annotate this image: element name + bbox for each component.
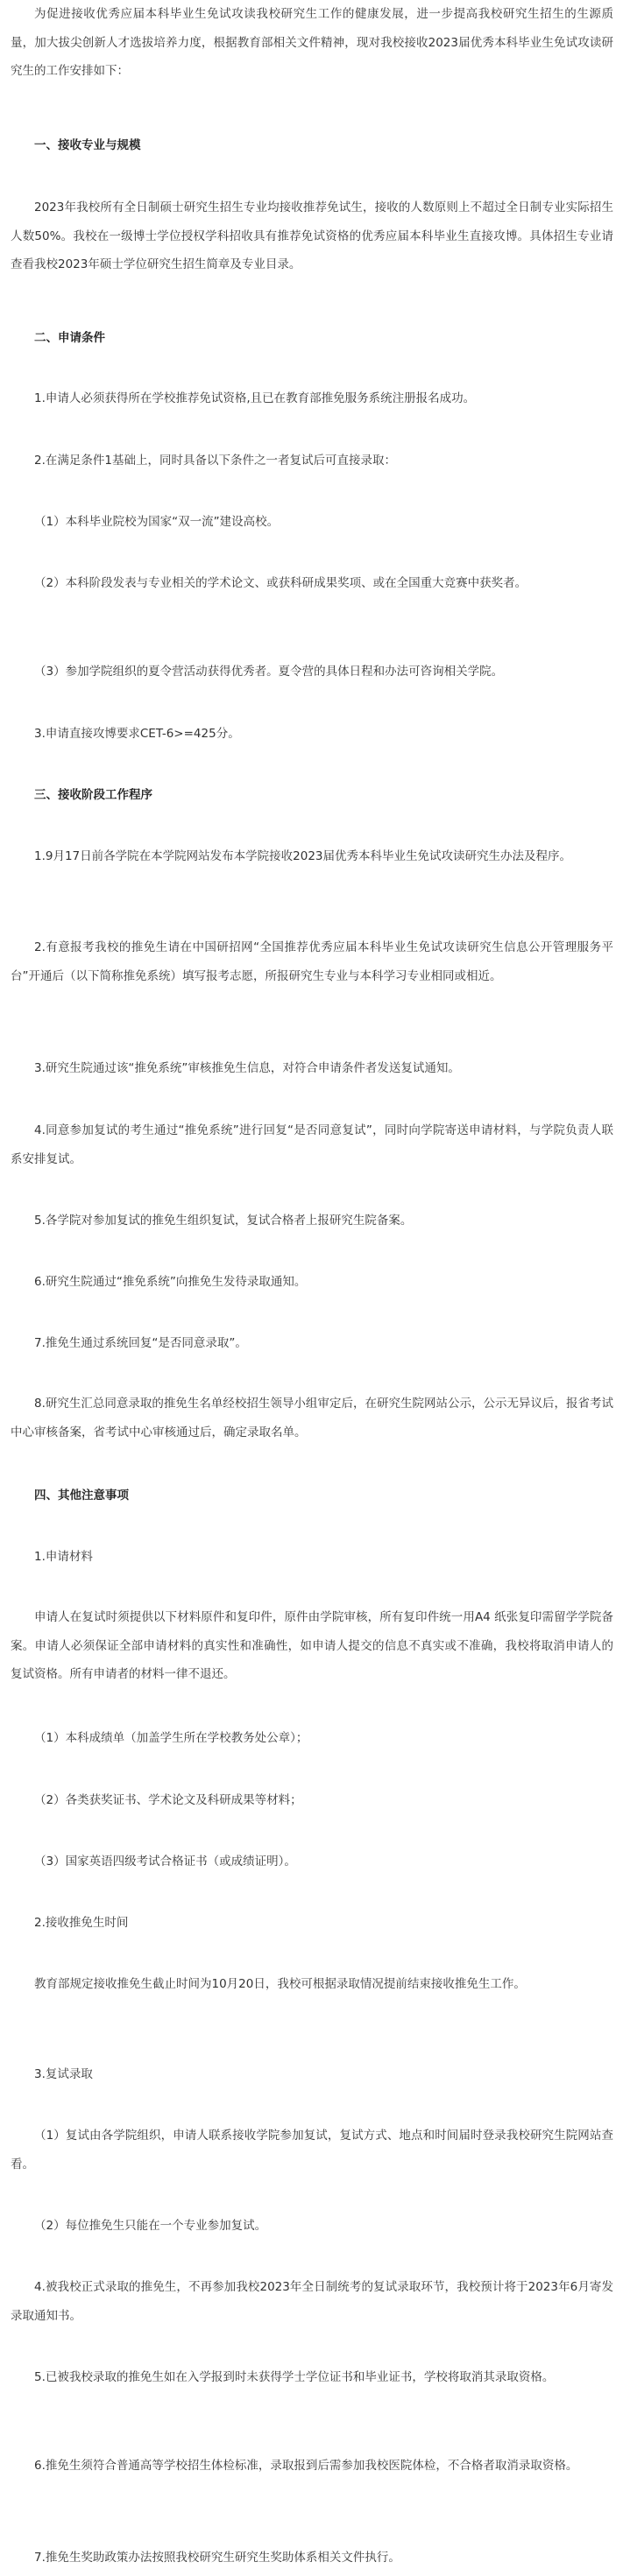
paragraph-note-5: 5.已被我校录取的推免生如在入学报到时未获得学士学位证书和毕业证书，学校将取消其录取资格。	[34, 2370, 555, 2384]
paragraph-note-6: 6.推免生须符合普通高等学校招生体检标准，录取报到后需参加我校医院体检，不合格者取消录取资格。	[34, 2459, 578, 2473]
paragraph-procedure-2: 2.有意报考我校的推免生请在中国研招网“全国推荐优秀应届本科毕业生免试攻读研究生信息公开管理服务平台”开通后（以下简称推免系统）填写报考志愿，所报研究生专业与本科学习专业相同或相近。	[11, 940, 613, 983]
paragraph-procedure-1: 1.9月17日前各学院在本学院网站发布本学院接收2023届优秀本科毕业生免试攻读研究生办法及程序。	[34, 849, 572, 863]
subheading-deadline: 2.接收推免生时间	[34, 1916, 129, 1930]
paragraph-material-2: （2）各类获奖证书、学术论文及科研成果等材料；	[34, 1793, 302, 1807]
paragraph-retest-1: （1）复试由各学院组织，申请人联系接收学院参加复试，复试方式、地点和时间届时登录我校研究生院网站查看。	[11, 2129, 613, 2171]
section-heading-requirements: 二、申请条件	[34, 331, 105, 345]
subheading-application-materials: 1.申请材料	[34, 1550, 93, 1564]
paragraph-requirement-2-3: （3）参加学院组织的夏令营活动获得优秀者。夏令营的具体日程和办法可咨询相关学院。	[34, 665, 504, 679]
section-heading-procedure: 三、接收阶段工作程序	[34, 788, 152, 802]
paragraph-requirement-2-1: （1）本科毕业院校为国家“双一流”建设高校。	[34, 515, 280, 529]
paragraph-material-3: （3）国家英语四级考试合格证书（或成绩证明）。	[34, 1855, 296, 1869]
paragraph-procedure-6: 6.研究生院通过“推免系统”向推免生发待录取通知。	[34, 1275, 307, 1289]
paragraph-material-1: （1）本科成绩单（加盖学生所在学校教务处公章）；	[34, 1731, 308, 1745]
paragraph-procedure-7: 7.推免生通过系统回复“是否同意录取”。	[34, 1336, 247, 1350]
paragraph-requirement-2: 2.在满足条件1基础上，同时具备以下条件之一者复试后可直接录取：	[34, 454, 396, 468]
paragraph-procedure-8: 8.研究生汇总同意录取的推免生名单经校招生领导小组审定后，在研究生院网站公示，公示无异议后，报省考试中心审核备案，省考试中心审核通过后，确定录取名单。	[11, 1397, 613, 1439]
paragraph-deadline: 教育部规定接收推免生截止时间为10月20日，我校可根据录取情况提前结束接收推免生工作。	[34, 1977, 526, 1991]
paragraph-requirement-2-2: （2）本科阶段发表与专业相关的学术论文、或获科研成果奖项、或在全国重大竞赛中获奖者。	[34, 576, 527, 590]
paragraph-enrollment-scale: 2023年我校所有全日制硕士研究生招生专业均接收推荐免试生，接收的人数原则上不超过全日制专业实际招生人数50%。我校在一级博士学位授权学科招收具有推荐免试资格的优秀应届本科毕业生直接攻博。具体招生专业请查看我校2023年硕士学位研究生招生简章及专业目录。	[11, 201, 613, 272]
paragraph-requirement-1: 1.申请人必须获得所在学校推荐免试资格,且已在教育部推免服务系统注册报名成功。	[34, 391, 476, 405]
paragraph-retest-2: （2）每位推免生只能在一个专业参加复试。	[34, 2219, 267, 2233]
paragraph-note-7: 7.推免生奖助政策办法按照我校研究生研究生奖助体系相关文件执行。	[34, 2551, 400, 2565]
paragraph-procedure-3: 3.研究生院通过该“推免系统”审核推免生信息，对符合申请条件者发送复试通知。	[34, 1061, 460, 1075]
paragraph-procedure-4: 4.同意参加复试的考生通过“推免系统”进行回复“是否同意复试”，同时向学院寄送申请材料，与学院负责人联系安排复试。	[11, 1123, 613, 1166]
paragraph-note-4: 4.被我校正式录取的推免生，不再参加我校2023年全日制统考的复试录取环节，我校预计将于2023年6月寄发录取通知书。	[11, 2280, 613, 2323]
subheading-retest-admission: 3.复试录取	[34, 2067, 93, 2081]
section-heading-other-notes: 四、其他注意事项	[34, 1489, 129, 1503]
section-heading-enrollment-scale: 一、接收专业与规模	[34, 138, 141, 152]
paragraph-requirement-3: 3.申请直接攻博要求CET-6>=425分。	[34, 727, 240, 741]
intro-paragraph: 为促进接收优秀应届本科毕业生免试攻读我校研究生工作的健康发展，进一步提高我校研究生招生的生源质量，加大拔尖创新人才选拔培养力度，根据教育部相关文件精神，现对我校接收2023届优秀本科毕业生免试攻读研究生的工作安排如下：	[11, 7, 613, 79]
paragraph-materials-intro: 申请人在复试时须提供以下材料原件和复印件，原件由学院审核，所有复印件统一用A4 纸张复印需留学学院备案。申请人必须保证全部申请材料的真实性和准确性，如申请人提交的信息不真实或不准确，我校将取消申请人的复试资格。所有申请者的材料一律不退还。	[11, 1610, 613, 1682]
paragraph-procedure-5: 5.各学院对参加复试的推免生组织复试，复试合格者上报研究生院备案。	[34, 1214, 413, 1228]
